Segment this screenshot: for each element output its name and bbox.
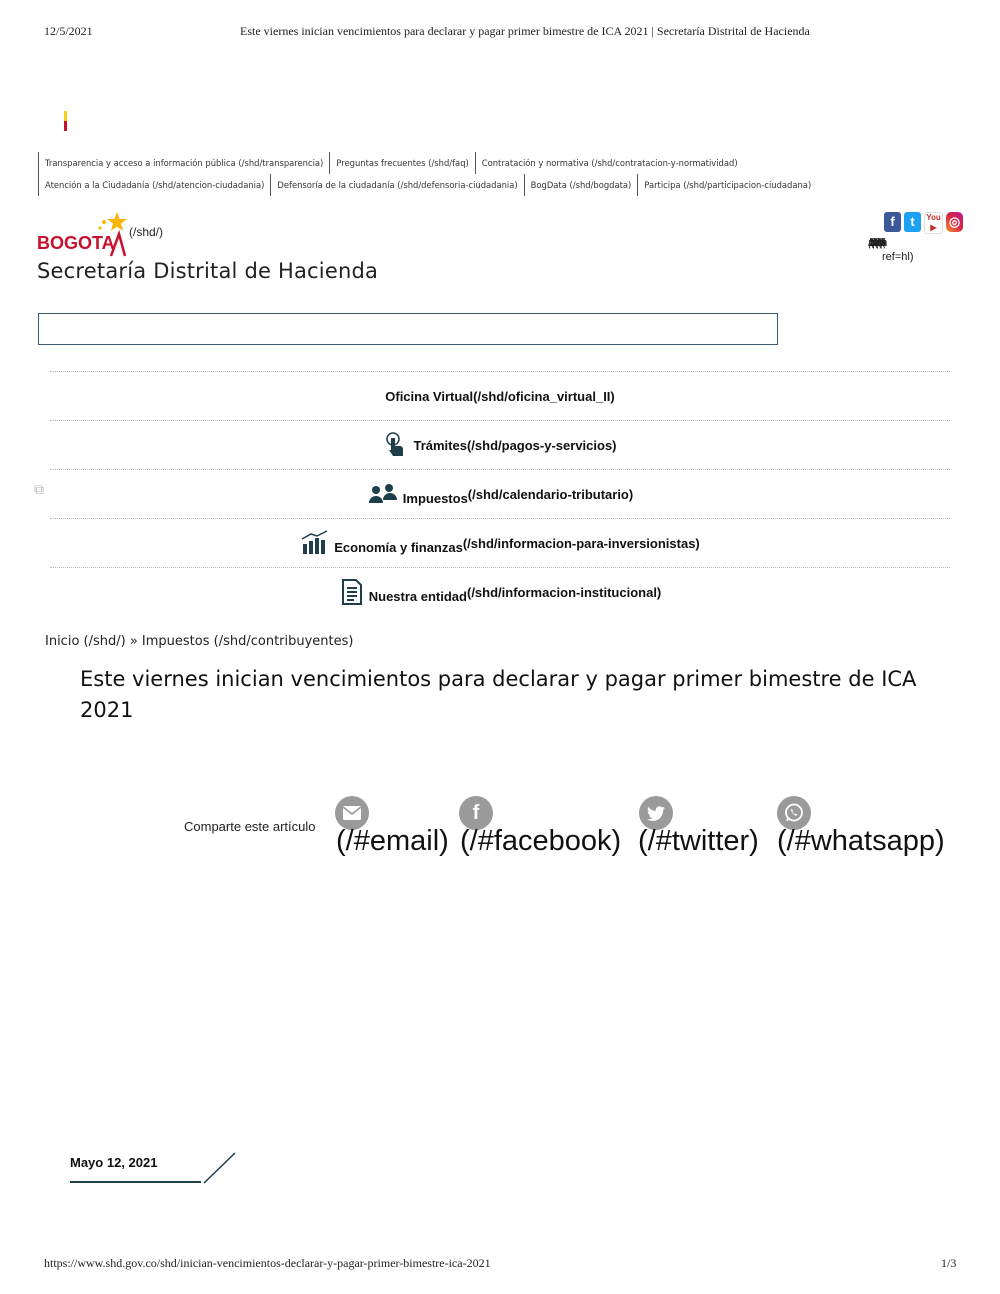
touch-hand-icon (383, 432, 409, 458)
logo-text: BOGOTA (37, 233, 115, 253)
broken-image-icon: ⧉ (34, 481, 44, 497)
share-email-link[interactable]: (/#email) (336, 825, 449, 857)
share-facebook-link[interactable]: (/#facebook) (460, 825, 622, 857)
print-url: https://www.shd.gov.co/shd/inician-vencimientos-declarar-y-pagar-primer-bimestre-ica-2021 (44, 1256, 491, 1270)
logo-star-icon (99, 212, 128, 231)
link-contratacion[interactable]: Contratación y normativa (/shd/contratacion-y-normatividad) (475, 152, 744, 174)
share-label: Comparte este artículo (184, 819, 316, 834)
social-link-line1 (882, 236, 992, 250)
social-icons (884, 212, 963, 234)
link-bogdata[interactable]: BogData (/shd/bogdata) (524, 174, 638, 196)
link-faq[interactable]: Preguntas frecuentes (/shd/faq) (329, 152, 474, 174)
date-slash-decoration (203, 1151, 237, 1185)
main-menu (50, 371, 950, 616)
link-atencion[interactable]: Atención a la Ciudadanía (/shd/atencion-ciudadania) (38, 174, 270, 196)
menu-item-oficina-virtual[interactable] (50, 371, 950, 420)
youtube-icon[interactable]: You ▶ (924, 212, 943, 234)
print-page-number: 1/3 (941, 1256, 957, 1270)
menu-item-nuestra-entidad[interactable] (50, 567, 950, 616)
date-underline (70, 1181, 201, 1183)
menu-label: Impuestos (402, 491, 468, 506)
article-date: Mayo 12, 2021 (70, 1155, 158, 1170)
site-name: Secretaría Distrital de Hacienda (37, 259, 379, 283)
menu-label: Nuestra entidad (368, 589, 467, 604)
flag-bar (64, 111, 67, 131)
menu-label: Oficina Virtual (385, 388, 474, 404)
social-links-text[interactable] (882, 236, 992, 264)
document-icon (339, 579, 365, 605)
menu-label: Economía y finanzas (334, 540, 463, 555)
menu-url: (/shd/calendario-tributario) (467, 487, 634, 502)
logo-link[interactable]: (/shd/) (129, 225, 164, 239)
share-twitter-link[interactable]: (/#twitter) (638, 825, 759, 857)
bar-chart-icon (300, 530, 330, 556)
article-title: Este viernes inician vencimientos para declarar y pagar primer bimestre de ICA 2021 (80, 667, 917, 722)
twitter-icon[interactable]: t (904, 212, 921, 232)
social-link-line2: ref=hl) (882, 251, 914, 263)
print-date: 12/5/2021 (44, 24, 93, 38)
menu-url: (/shd/oficina_virtual_II) (473, 388, 615, 404)
share-whatsapp-link[interactable]: (/#whatsapp) (777, 825, 945, 857)
menu-item-tramites[interactable] (50, 420, 950, 469)
link-defensoria[interactable]: Defensoría de la ciudadanía (/shd/defensoria-ciudadania) (270, 174, 523, 196)
search-input[interactable] (38, 313, 778, 345)
print-page-title: Este viernes inician vencimientos para declarar y pagar primer bimestre de ICA 2021 | Secretaría Distrital de Hacienda (240, 24, 810, 38)
menu-url: (/shd/pagos-y-servicios) (466, 437, 617, 453)
menu-item-impuestos[interactable] (50, 469, 950, 518)
menu-url: (/shd/informacion-institucional) (466, 585, 662, 600)
breadcrumb[interactable]: Inicio (/shd/) » Impuestos (/shd/contribuyentes) (45, 634, 354, 649)
menu-item-economia[interactable] (50, 518, 950, 567)
bogota-logo[interactable] (37, 210, 127, 258)
facebook-icon[interactable]: f (459, 796, 493, 830)
link-participa[interactable]: Participa (/shd/participacion-ciudadana) (637, 174, 817, 196)
facebook-icon[interactable]: f (884, 212, 901, 232)
link-transparencia[interactable]: Transparencia y acceso a información pública (/shd/transparencia) (38, 152, 329, 174)
top-links (38, 152, 818, 196)
menu-url: (/shd/informacion-para-inversionistas) (462, 536, 700, 551)
people-icon (367, 481, 399, 507)
menu-label: Trámites (413, 437, 467, 453)
instagram-icon[interactable]: ◎ (946, 212, 963, 232)
